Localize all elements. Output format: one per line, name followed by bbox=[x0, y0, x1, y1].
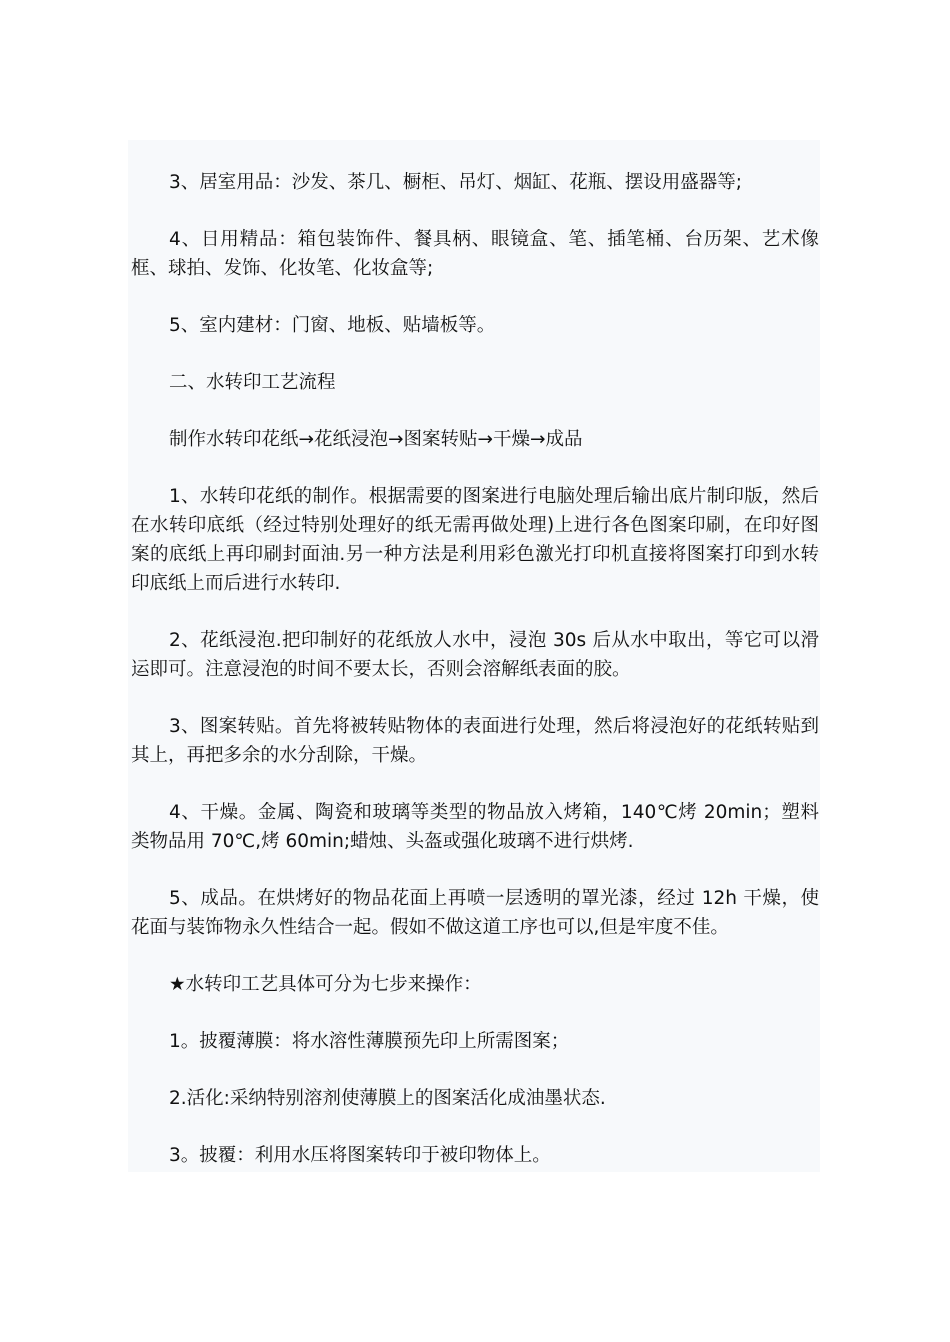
section-heading-process: 二、水转印工艺流程 bbox=[169, 372, 336, 393]
paragraph-substep-3: 3。披覆：利用水压将图案转印于被印物体上。 bbox=[169, 1145, 551, 1166]
paragraph-step-3: 3、图案转贴。首先将被转贴物体的表面进行处理，然后将浸泡好的花纸转贴到其上，再把多余的水分刮除，干燥。 bbox=[131, 716, 819, 766]
paragraph-substep-1: 1。披覆薄膜：将水溶性薄膜预先印上所需图案； bbox=[169, 1031, 570, 1052]
paragraph-step-4: 4、干燥。金属、陶瓷和玻璃等类型的物品放入烤箱，140℃烤 20min；塑料类物品用 70℃,烤 60min;蜡烛、头盔或强化玻璃不进行烘烤. bbox=[131, 802, 819, 852]
paragraph-step-2: 2、花纸浸泡.把印制好的花纸放人水中，浸泡 30s 后从水中取出，等它可以滑运即可。注意浸泡的时间不要太长，否则会溶解纸表面的胶。 bbox=[131, 630, 819, 680]
paragraph-building-materials: 5、室内建材：门窗、地板、贴墙板等。 bbox=[169, 315, 496, 336]
paragraph-substep-2: 2.活化:采纳特别溶剂使薄膜上的图案活化成油墨状态. bbox=[169, 1088, 606, 1109]
paragraph-home-goods: 3、居室用品：沙发、茶几、橱柜、吊灯、烟缸、花瓶、摆设用盛器等; bbox=[169, 172, 743, 193]
paragraph-daily-goods: 4、日用精品：箱包装饰件、餐具柄、眼镜盒、笔、插笔桶、台历架、艺术像框、球拍、发饰、化妆笔、化妆盒等; bbox=[131, 229, 819, 279]
paragraph-step-5: 5、成品。在烘烤好的物品花面上再喷一层透明的罩光漆，经过 12h 干燥，使花面与装饰物永久性结合一起。假如不做这道工序也可以,但是牢度不佳。 bbox=[131, 888, 819, 938]
document-body bbox=[131, 168, 819, 1198]
paragraph-seven-steps-intro: ★水转印工艺具体可分为七步来操作： bbox=[169, 974, 482, 995]
paragraph-process-flow: 制作水转印花纸→花纸浸泡→图案转贴→干燥→成品 bbox=[169, 429, 583, 450]
paragraph-step-1: 1、水转印花纸的制作。根据需要的图案进行电脑处理后输出底片制印版，然后在水转印底纸（经过特别处理好的纸无需再做处理)上进行各色图案印刷，在印好图案的底纸上再印刷封面油.另一种方法是利用彩色激光打印机直接将图案打印到水转印底纸上而后进行水转印. bbox=[131, 486, 819, 594]
